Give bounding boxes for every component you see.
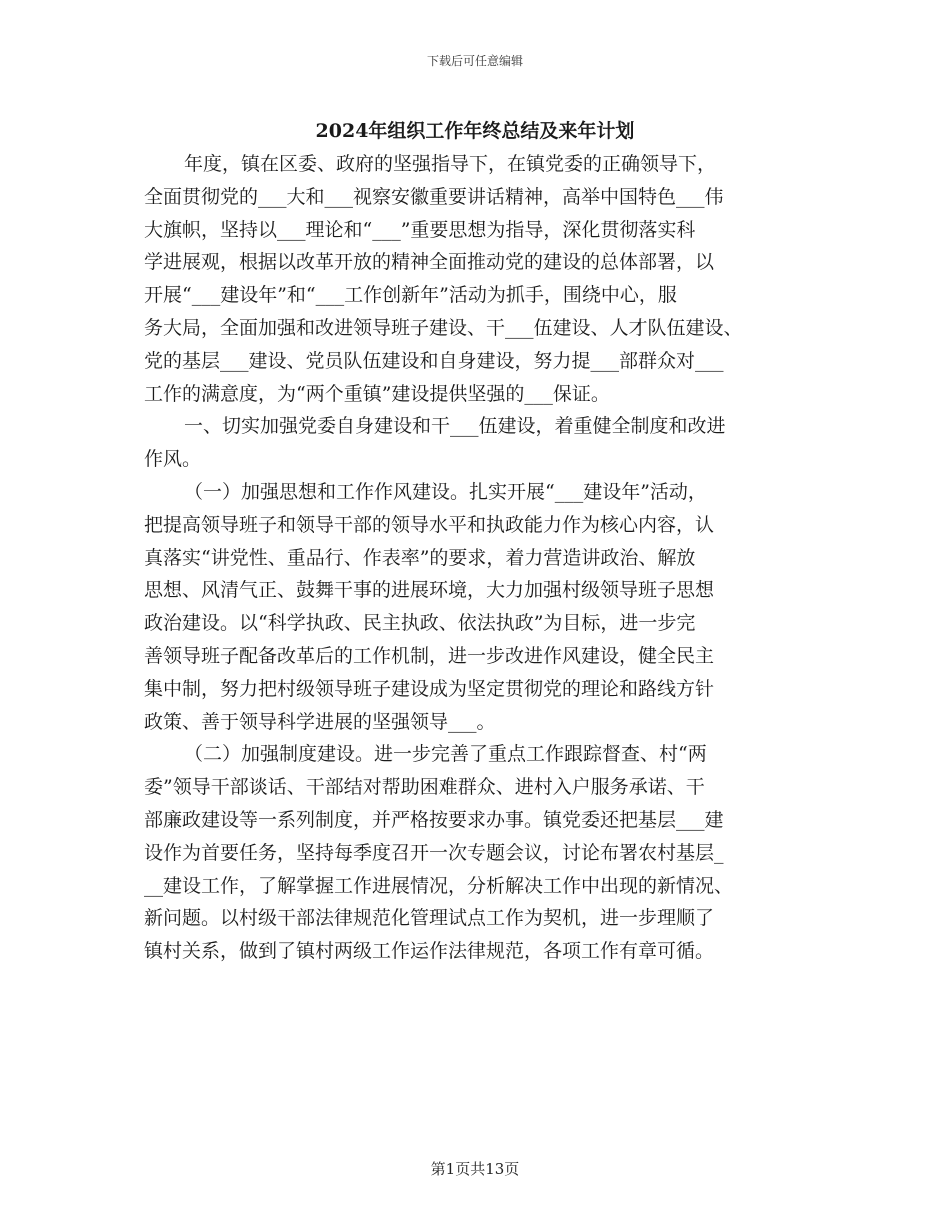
body-text-line: （二）加强制度建设。进一步完善了重点工作跟踪督查、村“两 xyxy=(184,743,707,766)
body-text-line: 作风。 xyxy=(144,448,202,471)
document-title: 2024年组织工作年终总结及来年计划 xyxy=(315,120,635,142)
body-text-line: 部廉政建设等一系列制度，并严格按要求办事。镇党委还把基层___建 xyxy=(144,808,724,831)
body-text-line: 全面贯彻党的___大和___视察安徽重要讲话精神，高举中国特色___伟 xyxy=(144,185,724,208)
body-text-line: （一）加强思想和工作作风建设。扎实开展“___建设年”活动， xyxy=(184,480,707,503)
body-text-line: 镇村关系，做到了镇村两级工作运作法律规范，各项工作有章可循。 xyxy=(144,940,715,963)
body-text-line: 一、切实加强党委自身建设和干___伍建设，着重健全制度和改进 xyxy=(184,415,726,438)
body-text-line: 大旗帜，坚持以___理论和“___”重要思想为指导，深化贯彻落实科 xyxy=(144,218,696,241)
page-footer: 第1页共13页 xyxy=(430,1160,520,1178)
body-text-line: 新问题。以村级干部法律规范化管理试点工作为契机，进一步理顺了 xyxy=(144,907,715,930)
body-text-line: 年度，镇在区委、政府的坚强指导下，在镇党委的正确领导下， xyxy=(184,153,717,175)
document-body xyxy=(144,148,808,968)
header-note: 下载后可任意编辑 xyxy=(426,54,523,68)
body-text-line: 党的基层___建设、党员队伍建设和自身建设，努力提___部群众对___ xyxy=(144,349,724,372)
body-text-line: __建设工作，了解掌握工作进展情况，分析解决工作中出现的新情况、 xyxy=(144,874,734,897)
body-text-line: 思想、风清气正、鼓舞干事的进展环境，大力加强村级领导班子思想 xyxy=(144,579,715,602)
body-text-line: 委”领导干部谈话、干部结对帮助困难群众、进村入户服务承诺、干 xyxy=(144,776,705,799)
body-text-line: 把提高领导班子和领导干部的领导水平和执政能力作为核心内容，认 xyxy=(144,513,715,536)
body-text-line: 政策、善于领导科学进展的坚强领导___。 xyxy=(144,710,496,733)
body-text-line: 务大局，全面加强和改进领导班子建设、干___伍建设、人才队伍建设、 xyxy=(144,316,743,339)
body-text-line: 开展“___建设年”和“___工作创新年”活动为抓手，围绕中心，服 xyxy=(144,284,677,307)
body-text-line: 善领导班子配备改革后的工作机制，进一步改进作风建设，健全民主 xyxy=(144,644,715,667)
body-text-line: 真落实“讲党性、重品行、作表率”的要求，着力营造讲政治、解放 xyxy=(144,546,696,569)
body-text-line: 学进展观，根据以改革开放的精神全面推动党的建设的总体部署，以 xyxy=(144,251,715,274)
body-text-line: 工作的满意度，为“两个重镇”建设提供坚强的___保证。 xyxy=(144,382,610,405)
body-text-line: 设作为首要任务，坚持每季度召开一次专题会议，讨论布署农村基层_ xyxy=(144,841,724,864)
body-text-line: 集中制，努力把村级领导班子建设成为坚定贯彻党的理论和路线方针 xyxy=(144,677,715,700)
body-text-line: 政治建设。以“科学执政、民主执政、依法执政”为目标，进一步完 xyxy=(144,612,696,635)
